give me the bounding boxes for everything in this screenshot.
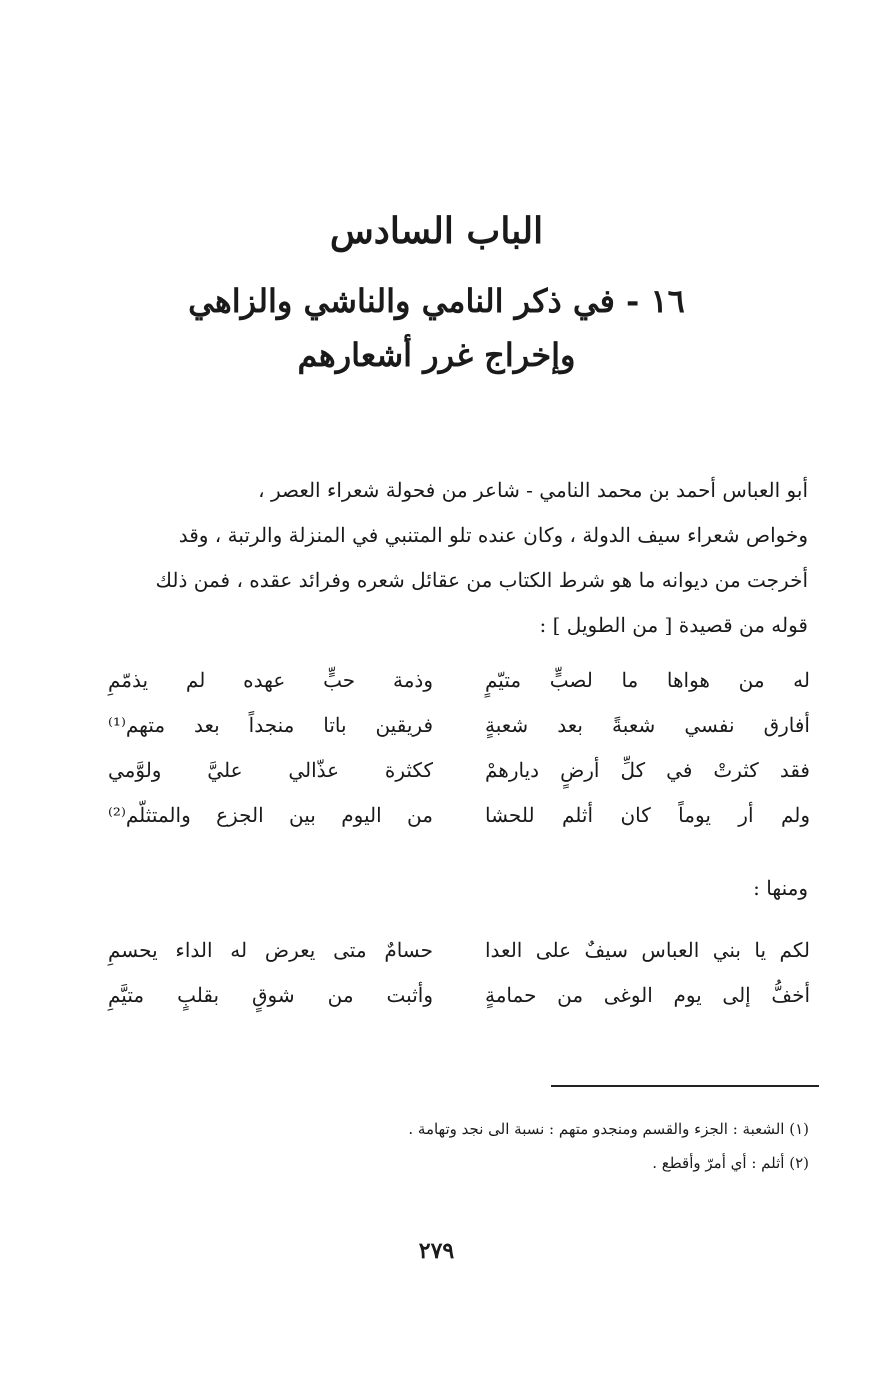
- verse-second-hemistich: من اليوم بين الجزع والمتثلّم⁽²⁾: [108, 803, 433, 827]
- intro-line: أخرجت من ديوانه ما هو شرط الكتاب من عقائل شعره وفرائد عقده ، فمن ذلك: [155, 568, 808, 592]
- footnote-divider: [551, 1085, 819, 1087]
- verse-row: [108, 668, 810, 713]
- minha-label: ومنها :: [753, 876, 808, 900]
- section-title-line2: وإخراج غرر أشعارهم: [297, 336, 576, 374]
- verse-second-hemistich: حسامٌ متى يعرض له الداء يحسمِ: [108, 938, 433, 962]
- verse-first-hemistich: فقد كثرتْ في كلِّ أرضٍ ديارهمْ: [485, 758, 810, 782]
- verse-row: [108, 983, 810, 1028]
- verse-first-hemistich: لكم يا بني العباس سيفٌ على العدا: [485, 938, 810, 962]
- verse-first-hemistich: أخفُّ إلى يوم الوغى من حمامةٍ: [485, 983, 810, 1007]
- poem-block-2: [108, 938, 810, 1028]
- intro-line: أبو العباس أحمد بن محمد النامي - شاعر من فحولة شعراء العصر ،: [258, 478, 808, 502]
- verse-first-hemistich: له من هواها ما لصبٍّ متيّمٍ: [485, 668, 810, 692]
- section-title-line1: ١٦ - في ذكر النامي والناشي والزاهي: [188, 282, 685, 320]
- verse-row: [108, 803, 810, 848]
- intro-line: وخواص شعراء سيف الدولة ، وكان عنده تلو المتنبي في المنزلة والرتبة ، وقد: [178, 523, 808, 547]
- verse-row: [108, 758, 810, 803]
- verse-first-hemistich: ولم أر يوماً كان أثلم للحشا: [485, 803, 810, 827]
- verse-second-hemistich: وأثبت من شوقٍ بقلبٍ متيَّمِ: [108, 983, 433, 1007]
- verse-second-hemistich: فريقين باتا منجداً بعد متهم⁽¹⁾: [108, 713, 433, 737]
- chapter-title: الباب السادس: [329, 210, 544, 252]
- footnote-2: (٢) أثلم : أي أمرّ وأقطع .: [652, 1154, 809, 1172]
- verse-first-hemistich: أفارق نفسي شعبةً بعد شعبةٍ: [485, 713, 810, 737]
- intro-paragraph: [112, 468, 808, 648]
- verse-second-hemistich: وذمة حبٍّ عهده لم يذمّمِ: [108, 668, 433, 692]
- poem-block-1: [108, 668, 810, 848]
- footnote-1: (١) الشعبة : الجزء والقسم ومنجدو متهم : نسبة الى نجد وتهامة .: [408, 1120, 809, 1138]
- verse-row: [108, 713, 810, 758]
- intro-line: قوله من قصيدة [ من الطويل ] :: [539, 613, 808, 637]
- verse-row: [108, 938, 810, 983]
- page-number: ٢٧٩: [418, 1238, 455, 1264]
- verse-second-hemistich: ككثرة عذّالي عليَّ ولوَّمي: [108, 758, 433, 782]
